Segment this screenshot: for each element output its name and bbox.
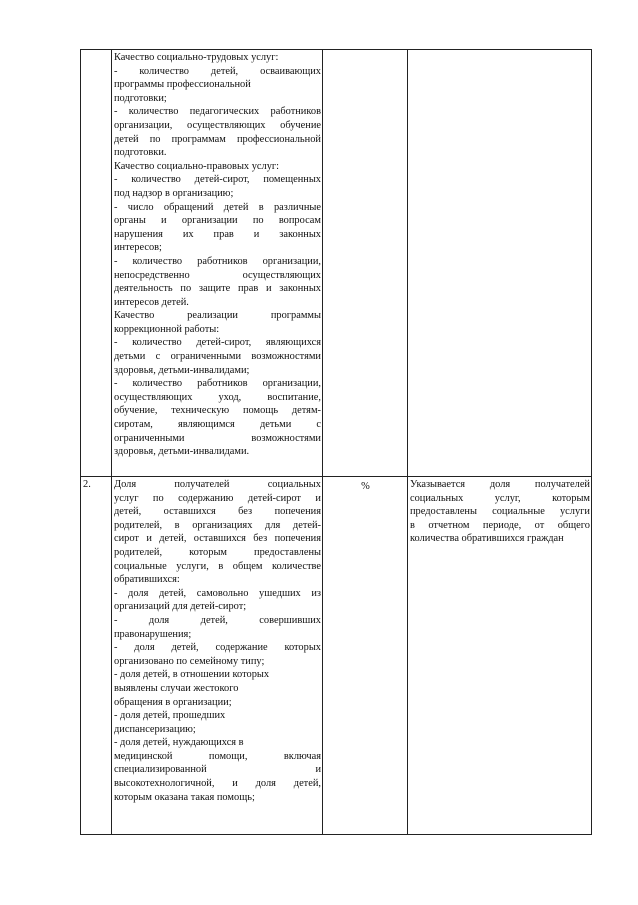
row-number-cell: 2. (81, 477, 112, 835)
indicator-text-line: - количество детей, осваивающих (114, 65, 321, 77)
note-text-line: социальных услуг, которым (410, 492, 590, 504)
indicator-name-cell (112, 50, 323, 477)
unit-value (325, 51, 406, 53)
indicator-text-line: подготовки. (114, 147, 167, 159)
indicator-text-line: услуг по содержанию детей-сирот и (114, 492, 321, 504)
indicator-text-line: обратившихся: (114, 574, 180, 586)
indicator-text-line: непосредственно осуществляющих (114, 269, 321, 281)
indicator-text-line: - доля детей, содержание которых (114, 642, 321, 654)
indicator-text-line: - доля детей, в отношении которых (114, 669, 270, 681)
indicator-text-line: обучение, техническую помощь детям- (114, 405, 321, 417)
unit-value: % (361, 481, 370, 492)
indicator-text-line: Качество социально-правовых услуг: (114, 160, 280, 172)
indicator-text-line: сирот и детей, оставшихся без попечения (114, 533, 321, 545)
indicator-text-line: программы профессиональной (114, 79, 251, 91)
indicator-text-line: - доля детей, прошедших (114, 710, 226, 722)
indicator-text-line: - доля детей, самовольно ушедших из (114, 587, 321, 599)
indicator-text-line: Качество реализации программы (114, 310, 321, 322)
note-cell (408, 477, 592, 835)
note-text-line: Указывается доля получателей (410, 479, 590, 490)
indicator-text-line: - число обращений детей в различные (114, 201, 321, 213)
indicator-text-line: органы и организации по вопросам (114, 215, 321, 227)
indicator-text-line: высокотехнологичной, и доля детей, (114, 778, 321, 790)
note-text-line: количества обратившихся граждан (410, 533, 564, 545)
indicator-text-line: обращения в организации; (114, 696, 232, 708)
indicator-text-line: - количество детей-сирот, помещенных (114, 174, 321, 186)
indicator-text-line: детей по программам профессиональной (114, 133, 321, 145)
table-row (81, 50, 592, 477)
indicator-text-line: - количество работников организации, (114, 378, 321, 390)
indicator-text-line: - доля детей, совершивших (114, 614, 321, 626)
note-text-line: в отчетном периоде, от общего (410, 519, 590, 531)
indicator-text-line: медицинской помощи, включая (114, 750, 321, 762)
indicator-text-line: ограниченными возможностями (114, 432, 321, 444)
indicator-text-line: под надзор в организацию; (114, 187, 234, 199)
note-text-line: предоставлены социальные услуги (410, 506, 590, 518)
indicator-text-line: детьми с ограниченными возможностями (114, 351, 321, 363)
indicator-text-line: выявлены случаи жестокого (114, 682, 239, 694)
table-row (81, 477, 592, 835)
indicator-text-line: которым оказана такая помощь; (114, 791, 255, 803)
indicator-text-line: здоровья, детьми-инвалидами. (114, 446, 250, 458)
indicator-text-line: социальные услуги, в общем количестве (114, 560, 321, 572)
indicator-text-line: нарушения их прав и законных (114, 228, 321, 240)
indicators-table (80, 49, 592, 835)
note-cell (408, 50, 592, 477)
indicator-text-line: диспансеризацию; (114, 723, 196, 735)
unit-cell (323, 477, 408, 835)
indicator-text-line: организовано по семейному типу; (114, 655, 265, 667)
indicator-text-line: Доля получателей социальных (114, 479, 321, 490)
indicator-text-line: специализированной и (114, 764, 321, 776)
indicator-text-line: - доля детей, нуждающихся в (114, 737, 244, 749)
indicator-text-line: детей, оставшихся без попечения (114, 506, 321, 518)
indicator-text-line: деятельность по защите прав и законных (114, 283, 321, 295)
indicator-name-cell (112, 477, 323, 835)
indicator-text-line: коррекционной работы: (114, 323, 220, 335)
indicator-text-line: - количество работников организации, (114, 255, 321, 267)
indicator-text-line: интересов детей. (114, 296, 189, 308)
indicator-text-line: интересов; (114, 242, 162, 254)
indicator-text-line: родителей, которым предоставлены (114, 546, 321, 558)
row-number-cell (81, 50, 112, 477)
indicator-text-line: правонарушения; (114, 628, 192, 640)
indicator-text-line: подготовки; (114, 92, 167, 104)
indicator-text-line: сиротам, являющимся детьми с (114, 419, 321, 431)
indicator-text-line: - количество детей-сирот, являющихся (114, 337, 321, 349)
indicator-text-line: родителей, в организациях для детей- (114, 519, 321, 531)
unit-cell (323, 50, 408, 477)
indicator-text-line: Качество социально-трудовых услуг: (114, 52, 279, 63)
indicator-text-line: здоровья, детьми-инвалидами; (114, 364, 250, 376)
indicator-text-line: осуществляющих уход, воспитание, (114, 391, 321, 403)
indicator-text-line: - количество педагогических работников (114, 106, 321, 118)
indicator-text-line: организаций для детей-сирот; (114, 601, 247, 613)
indicator-text-line: организации, осуществляющих обучение (114, 119, 321, 131)
